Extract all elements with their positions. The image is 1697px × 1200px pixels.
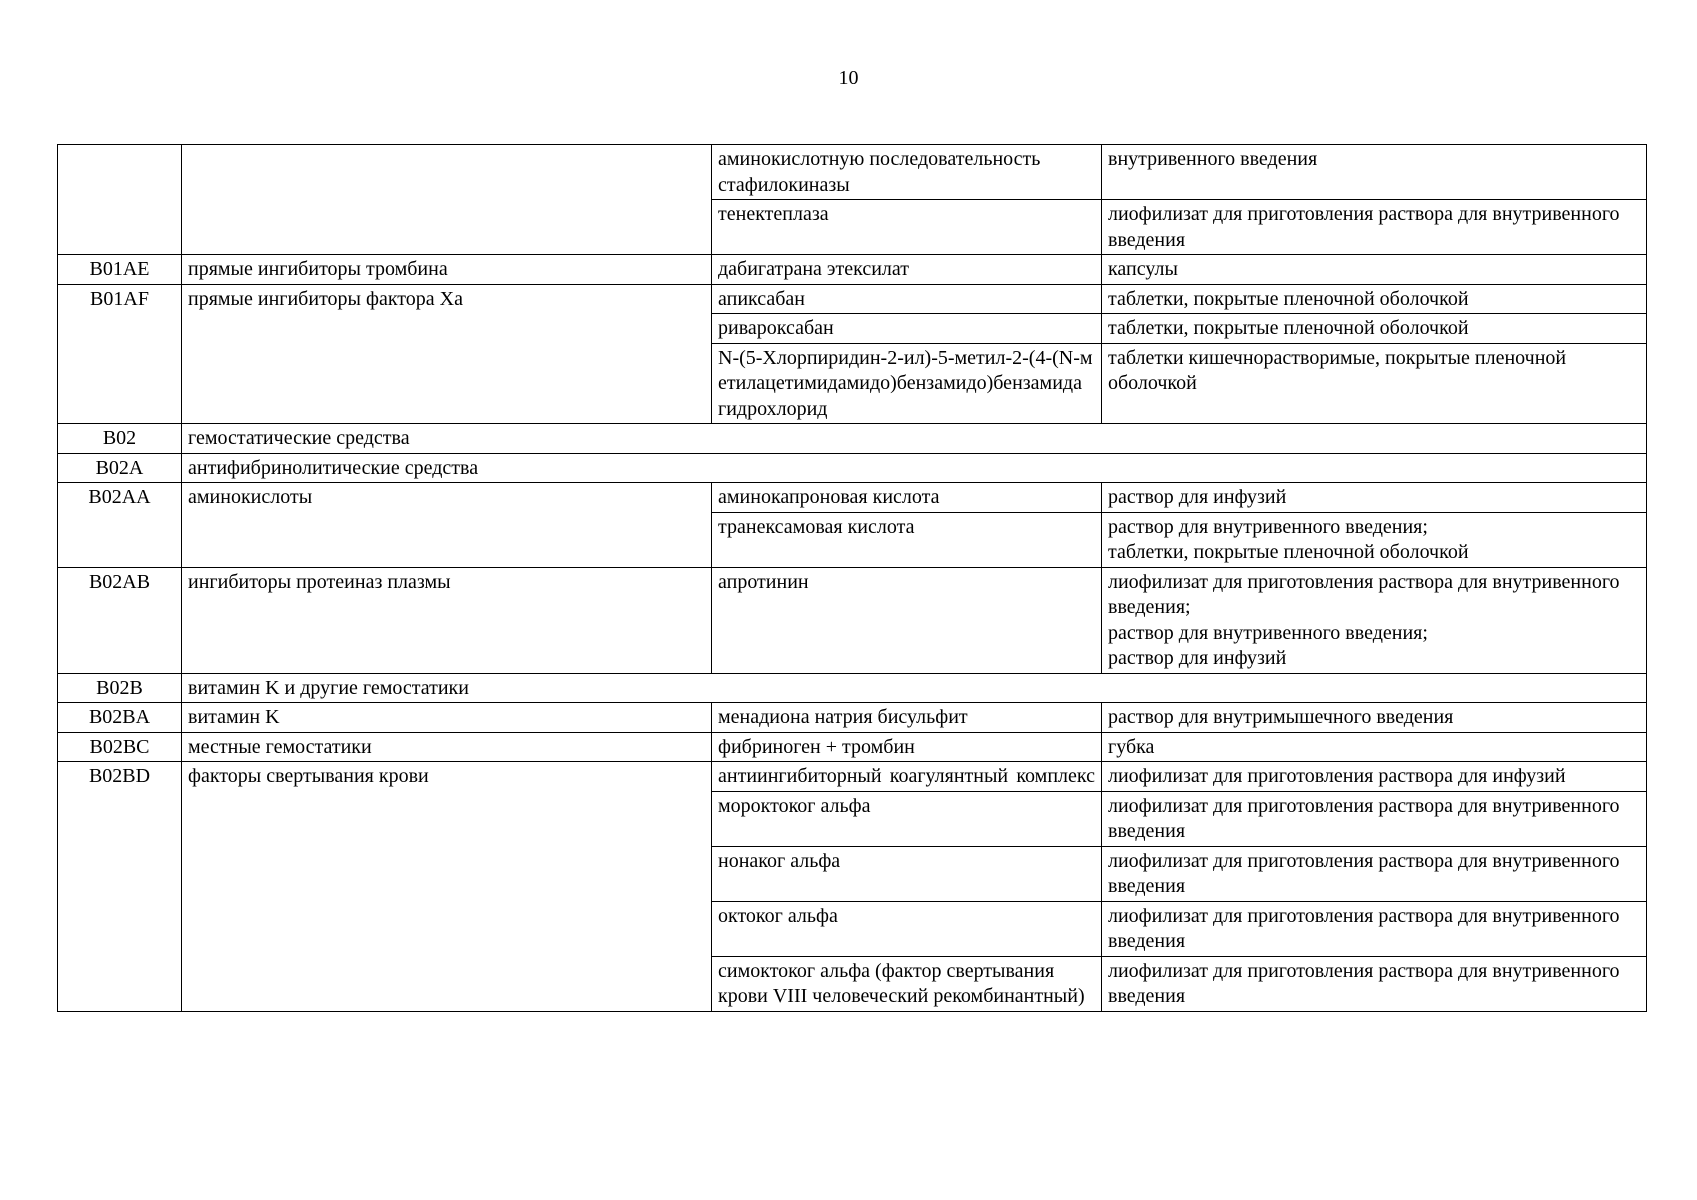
table-row bbox=[58, 424, 1647, 454]
dosage-form-line: раствор для инфузий bbox=[1108, 647, 1287, 669]
group-cell: факторы свертывания крови bbox=[182, 762, 712, 1012]
dosage-form-line: капсулы bbox=[1108, 258, 1178, 280]
table-row bbox=[58, 703, 1647, 733]
group-cell: прямые ингибиторы тромбина bbox=[182, 255, 712, 285]
substance-cell: ривароксабан bbox=[712, 314, 1102, 344]
dosage-form-line: таблетки, покрытые пленочной оболочкой bbox=[1108, 317, 1469, 339]
atc-code-cell: B02 bbox=[58, 424, 182, 454]
substance-cell: симоктоког альфа (фактор свертывания крови VIII человеческий рекомбинантный) bbox=[712, 956, 1102, 1011]
atc-code-cell: B02BD bbox=[58, 762, 182, 1012]
substance-cell: нонаког альфа bbox=[712, 846, 1102, 901]
dosage-form-cell bbox=[1102, 343, 1647, 424]
drug-table bbox=[57, 144, 1647, 1012]
substance-cell: антиингибиторный коагулянтный комплекс bbox=[712, 762, 1102, 792]
table-row bbox=[58, 145, 1647, 200]
dosage-form-cell bbox=[1102, 846, 1647, 901]
dosage-form-cell bbox=[1102, 732, 1647, 762]
substance-cell: менадиона натрия бисульфит bbox=[712, 703, 1102, 733]
dosage-form-line: таблетки, покрытые пленочной оболочкой bbox=[1108, 541, 1469, 563]
page-number: 10 bbox=[838, 67, 859, 89]
substance-cell: N-(5-Хлорпиридин-2-ил)-5-метил-2-(4-(N-метилацетимидамидо)бензамидо)бензамида гидрохлорид bbox=[712, 343, 1102, 424]
atc-code-cell: B01AF bbox=[58, 284, 182, 424]
substance-cell: апиксабан bbox=[712, 284, 1102, 314]
substance-cell: аминокапроновая кислота bbox=[712, 483, 1102, 513]
substance-cell: апротинин bbox=[712, 567, 1102, 673]
atc-code-cell: B02BC bbox=[58, 732, 182, 762]
table-row bbox=[58, 732, 1647, 762]
table-row bbox=[58, 483, 1647, 513]
group-cell: витамин K и другие гемостатики bbox=[182, 673, 1647, 703]
group-cell: антифибринолитические средства bbox=[182, 453, 1647, 483]
dosage-form-cell bbox=[1102, 200, 1647, 255]
atc-code-cell: B02A bbox=[58, 453, 182, 483]
dosage-form-line: таблетки, покрытые пленочной оболочкой bbox=[1108, 287, 1469, 310]
dosage-form-line: раствор для внутривенного введения; bbox=[1108, 515, 1428, 538]
dosage-form-cell bbox=[1102, 567, 1647, 673]
substance-cell: дабигатрана этексилат bbox=[712, 255, 1102, 285]
dosage-form-cell bbox=[1102, 762, 1647, 792]
atc-code-cell: B02B bbox=[58, 673, 182, 703]
dosage-form-line: лиофилизат для приготовления раствора для внутривенного введения bbox=[1108, 904, 1620, 952]
dosage-form-cell bbox=[1102, 145, 1647, 200]
dosage-form-cell bbox=[1102, 791, 1647, 846]
substance-cell: мороктоког альфа bbox=[712, 791, 1102, 846]
table-row bbox=[58, 762, 1647, 792]
dosage-form-cell bbox=[1102, 512, 1647, 567]
substance-cell: фибриноген + тромбин bbox=[712, 732, 1102, 762]
dosage-form-line: лиофилизат для приготовления раствора для инфузий bbox=[1108, 765, 1566, 787]
dosage-form-line: лиофилизат для приготовления раствора для внутривенного введения bbox=[1108, 959, 1620, 1007]
group-cell: витамин K bbox=[182, 703, 712, 733]
atc-code-cell: B02AB bbox=[58, 567, 182, 673]
dosage-form-cell bbox=[1102, 483, 1647, 513]
dosage-form-line: раствор для внутривенного введения; bbox=[1108, 621, 1428, 644]
dosage-form-line: лиофилизат для приготовления раствора для внутривенного введения; bbox=[1108, 570, 1620, 618]
dosage-form-cell bbox=[1102, 956, 1647, 1011]
atc-code-cell: B02BA bbox=[58, 703, 182, 733]
dosage-form-line: раствор для инфузий bbox=[1108, 486, 1287, 508]
dosage-form-cell bbox=[1102, 703, 1647, 733]
group-cell: ингибиторы протеиназ плазмы bbox=[182, 567, 712, 673]
atc-code-cell bbox=[58, 145, 182, 255]
dosage-form-line: лиофилизат для приготовления раствора для внутривенного введения bbox=[1108, 849, 1620, 897]
dosage-form-cell bbox=[1102, 255, 1647, 285]
group-cell: местные гемостатики bbox=[182, 732, 712, 762]
table-row bbox=[58, 673, 1647, 703]
table-row bbox=[58, 284, 1647, 314]
atc-code-cell: B02AA bbox=[58, 483, 182, 568]
dosage-form-line: раствор для внутримышечного введения bbox=[1108, 706, 1454, 728]
substance-cell: октоког альфа bbox=[712, 901, 1102, 956]
dosage-form-line: таблетки кишечнорастворимые, покрытые пленочной оболочкой bbox=[1108, 346, 1567, 394]
dosage-form-line: лиофилизат для приготовления раствора для внутривенного введения bbox=[1108, 203, 1620, 251]
table-row bbox=[58, 453, 1647, 483]
dosage-form-cell bbox=[1102, 284, 1647, 314]
substance-cell: транексамовая кислота bbox=[712, 512, 1102, 567]
dosage-form-line: лиофилизат для приготовления раствора для внутривенного введения bbox=[1108, 794, 1620, 842]
table-row bbox=[58, 567, 1647, 673]
group-cell: гемостатические средства bbox=[182, 424, 1647, 454]
group-cell: прямые ингибиторы фактора Xa bbox=[182, 284, 712, 424]
group-cell bbox=[182, 145, 712, 255]
dosage-form-line: внутривенного введения bbox=[1108, 148, 1318, 170]
group-cell: аминокислоты bbox=[182, 483, 712, 568]
substance-cell: аминокислотную последовательность стафилокиназы bbox=[712, 145, 1102, 200]
dosage-form-line: губка bbox=[1108, 735, 1155, 758]
substance-cell: тенектеплаза bbox=[712, 200, 1102, 255]
dosage-form-cell bbox=[1102, 901, 1647, 956]
atc-code-cell: B01AE bbox=[58, 255, 182, 285]
table-row bbox=[58, 255, 1647, 285]
dosage-form-cell bbox=[1102, 314, 1647, 344]
